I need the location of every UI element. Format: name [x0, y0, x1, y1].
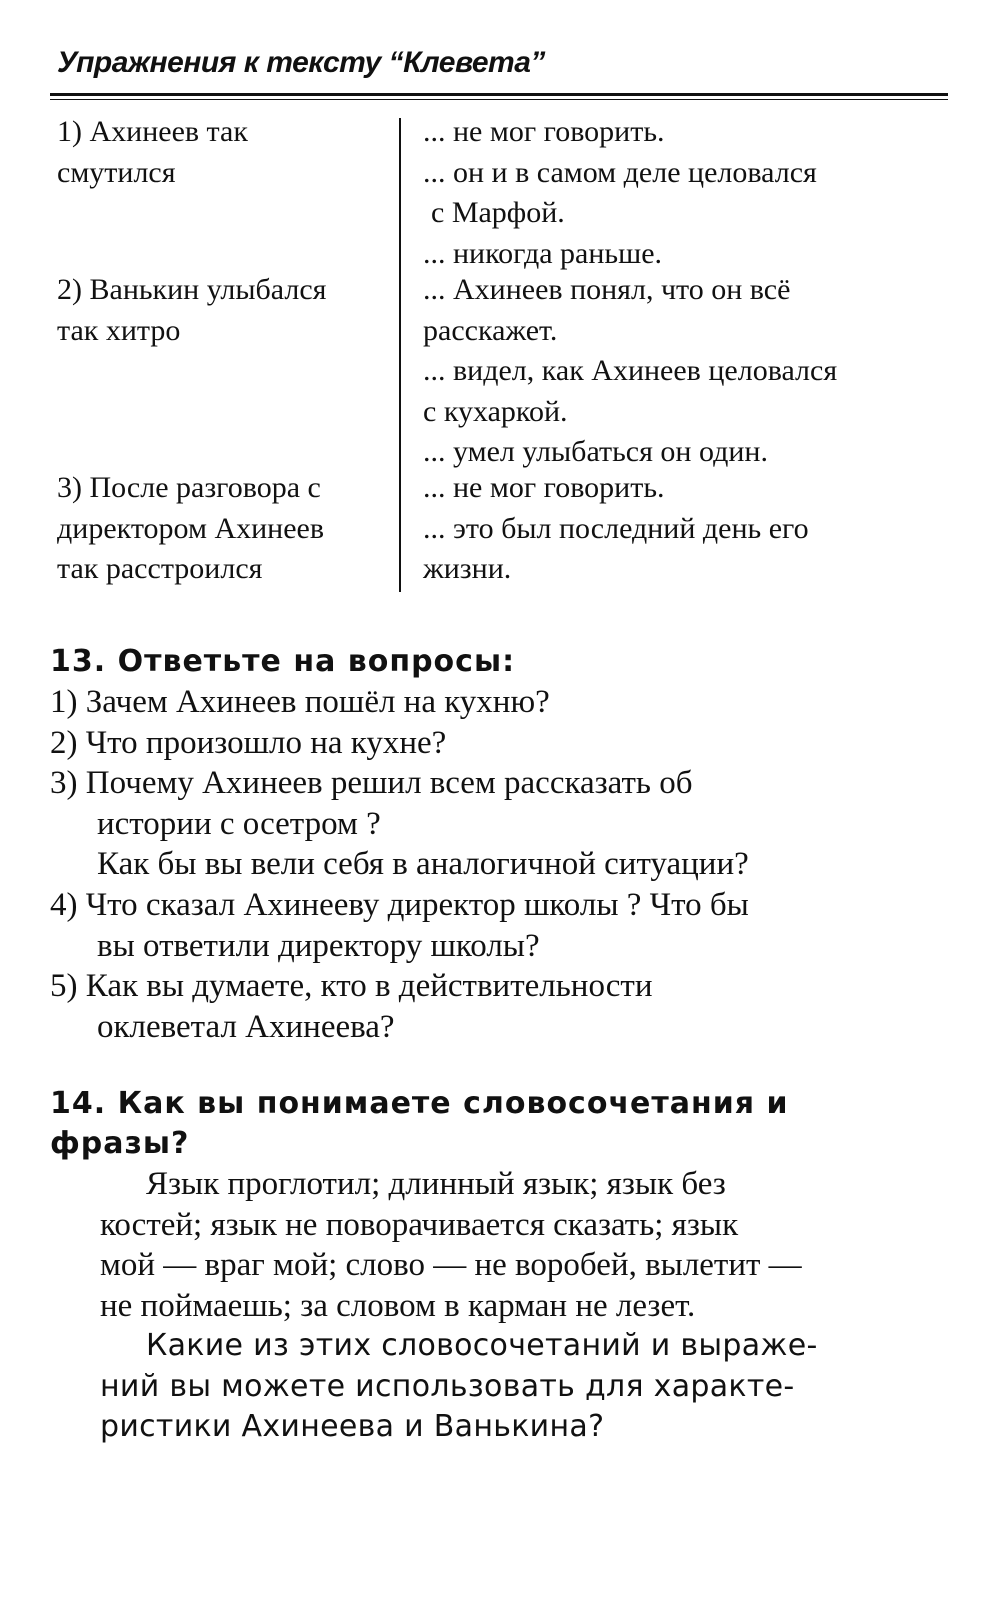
question-line: 3) Почему Ахинеев решил всем рассказать об — [50, 765, 693, 802]
row2-left: 2) Ванькин улыбался так хитро — [57, 273, 327, 347]
row3-right: ... не мог говорить. ... это был последний день его жизни. — [423, 471, 809, 585]
question-line: 1) Зачем Ахинеев пошёл на кухню? — [50, 684, 550, 720]
question-line: 5) Как вы думаете, кто в действительности — [50, 968, 653, 1005]
exercise14-title-line1: 14. Как вы понимаете словосочетания и — [50, 1086, 789, 1121]
header-rule-thick — [50, 93, 948, 96]
exercise13-questions — [50, 682, 940, 1047]
question-line: истории с осетром ? — [97, 805, 381, 842]
question-line: 4) Что сказал Ахинееву директор школы ? Что бы — [50, 886, 749, 923]
running-header: Упражнения к тексту “Клевета” — [57, 46, 545, 79]
question-line: 2) Что произошло на кухне? — [50, 724, 447, 761]
row3-left: 3) После разговора с директором Ахинеев так расстроился — [57, 471, 325, 585]
exercise14-question: Какие из этих словосочетаний и выраже- ний вы можете использовать для характе- ристики Ахинеева и Ванькина? — [100, 1328, 818, 1444]
question-line: Как бы вы вели себя в аналогичной ситуации? — [97, 846, 749, 883]
row1-right: ... не мог говорить. ... он и в самом деле целовался с Марфой. ... никогда раньше. — [423, 115, 817, 270]
row2-right: ... Ахинеев понял, что он всё расскажет. ... видел, как Ахинеев целовался с кухаркой. ... умел улыбаться он один. — [423, 273, 838, 468]
row1-left: 1) Ахинеев так смутился — [57, 115, 248, 189]
header-rule-thin — [50, 99, 948, 100]
matching-table — [57, 112, 947, 612]
exercise14-title-line2: фразы? — [50, 1126, 190, 1161]
exercise13-title: 13. Ответьте на вопросы: — [50, 644, 516, 679]
exercise14-phrases: Язык проглотил; длинный язык; язык без костей; язык не поворачивается сказать; язык мой — враг мой; слово — не воробей, вылетит — не поймаешь; за словом в карман не лезет. — [100, 1166, 802, 1324]
column-divider — [399, 118, 401, 592]
question-line: вы ответили директору школы? — [97, 927, 540, 964]
question-line: оклеветал Ахинеева? — [97, 1008, 395, 1045]
